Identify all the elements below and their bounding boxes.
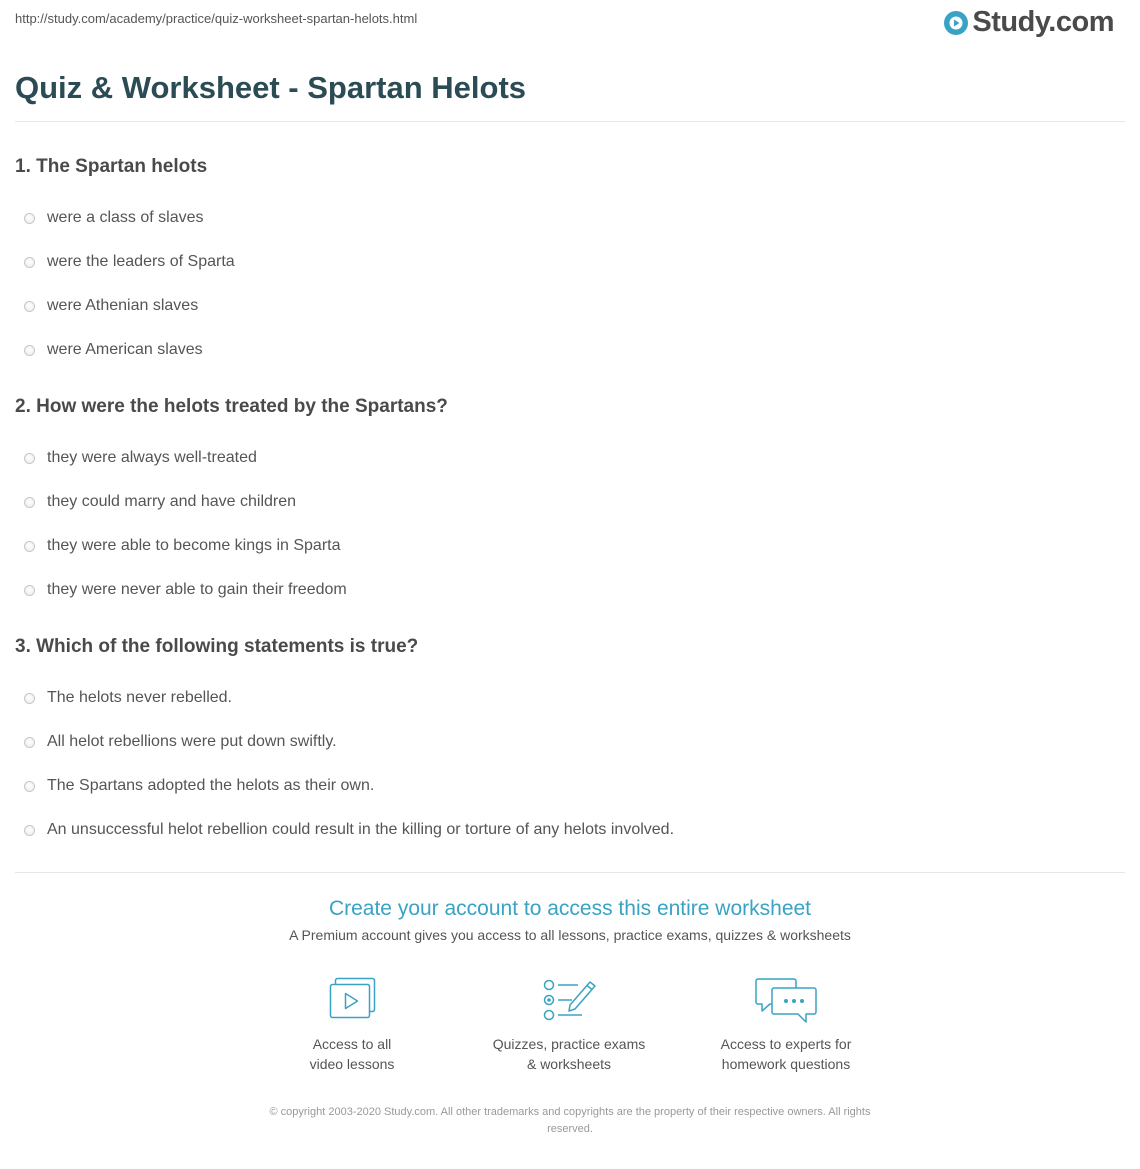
- video-lessons-icon: [326, 974, 378, 1022]
- page-title: Quiz & Worksheet - Spartan Helots: [15, 70, 527, 105]
- answer-option[interactable]: [15, 240, 1115, 284]
- feature-label: Access to experts for homework questions: [720, 1036, 852, 1072]
- radio-button[interactable]: [24, 301, 35, 312]
- answer-option[interactable]: [15, 764, 1115, 808]
- answer-label: were the leaders of Sparta: [47, 253, 235, 270]
- radio-button[interactable]: [24, 825, 35, 836]
- answer-option[interactable]: [15, 436, 1115, 480]
- feature-experts: [686, 974, 886, 1074]
- answer-label: they were never able to gain their freedom: [47, 581, 347, 598]
- question-title: 2. How were the helots treated by the Spartans?: [15, 396, 448, 417]
- answer-label: were a class of slaves: [47, 209, 204, 226]
- radio-button[interactable]: [24, 345, 35, 356]
- question-2: [15, 395, 1115, 612]
- radio-button[interactable]: [24, 781, 35, 792]
- radio-button[interactable]: [24, 453, 35, 464]
- answer-label: were Athenian slaves: [47, 297, 199, 314]
- study-logo[interactable]: [943, 6, 1114, 39]
- answer-option[interactable]: [15, 720, 1115, 764]
- question-title: 1. The Spartan helots: [15, 156, 208, 177]
- radio-button[interactable]: [24, 585, 35, 596]
- answer-label: An unsuccessful helot rebellion could result in the killing or torture of any helots involved.: [47, 821, 675, 838]
- answer-option[interactable]: [15, 328, 1115, 372]
- radio-button[interactable]: [24, 497, 35, 508]
- answer-label: they could marry and have children: [47, 493, 297, 510]
- answer-option[interactable]: [15, 524, 1115, 568]
- answer-option[interactable]: [15, 480, 1115, 524]
- chat-bubbles-icon: [754, 974, 818, 1026]
- play-circle-icon: [943, 10, 969, 36]
- cta-title-link[interactable]: Create your account to access this entire worksheet: [328, 897, 812, 920]
- answer-label: they were always well-treated: [47, 449, 257, 466]
- radio-button[interactable]: [24, 737, 35, 748]
- question-3: [15, 635, 1115, 852]
- radio-button[interactable]: [24, 257, 35, 268]
- question-title: 3. Which of the following statements is true?: [15, 636, 419, 657]
- answer-label: they were able to become kings in Sparta: [47, 537, 341, 554]
- radio-button[interactable]: [24, 213, 35, 224]
- feature-quizzes: [469, 974, 669, 1074]
- question-1: [15, 155, 1115, 372]
- answer-options: [15, 196, 1115, 372]
- cta-subtitle: A Premium account gives you access to all lessons, practice exams, quizzes & worksheets: [289, 927, 851, 943]
- page-url: http://study.com/academy/practice/quiz-worksheet-spartan-helots.html: [15, 11, 418, 26]
- answer-option[interactable]: [15, 568, 1115, 612]
- top-bar: [0, 0, 1140, 50]
- feature-video-lessons: [252, 974, 452, 1074]
- title-divider: [15, 121, 1125, 122]
- radio-button[interactable]: [24, 541, 35, 552]
- signup-cta: [0, 896, 1140, 944]
- feature-label: Access to all video lessons: [309, 1036, 395, 1072]
- logo-text: Study.com: [972, 6, 1114, 38]
- feature-label: Quizzes, practice exams & worksheets: [492, 1036, 646, 1072]
- copyright-footer: © copyright 2003-2020 Study.com. All other trademarks and copyrights are the property of their respective owners. All rights reserved.: [269, 1106, 871, 1135]
- answer-option[interactable]: [15, 196, 1115, 240]
- section-divider: [15, 872, 1125, 873]
- answer-options: [15, 436, 1115, 612]
- answer-option[interactable]: [15, 676, 1115, 720]
- answer-label: were American slaves: [47, 341, 203, 358]
- answer-label: All helot rebellions were put down swiftly.: [47, 733, 337, 750]
- premium-features: [0, 974, 1140, 1084]
- answer-option[interactable]: [15, 808, 1115, 852]
- answer-label: The helots never rebelled.: [47, 689, 232, 706]
- radio-button[interactable]: [24, 693, 35, 704]
- quiz-checklist-icon: [540, 974, 598, 1022]
- answer-options: [15, 676, 1115, 852]
- answer-label: The Spartans adopted the helots as their own.: [47, 777, 375, 794]
- answer-option[interactable]: [15, 284, 1115, 328]
